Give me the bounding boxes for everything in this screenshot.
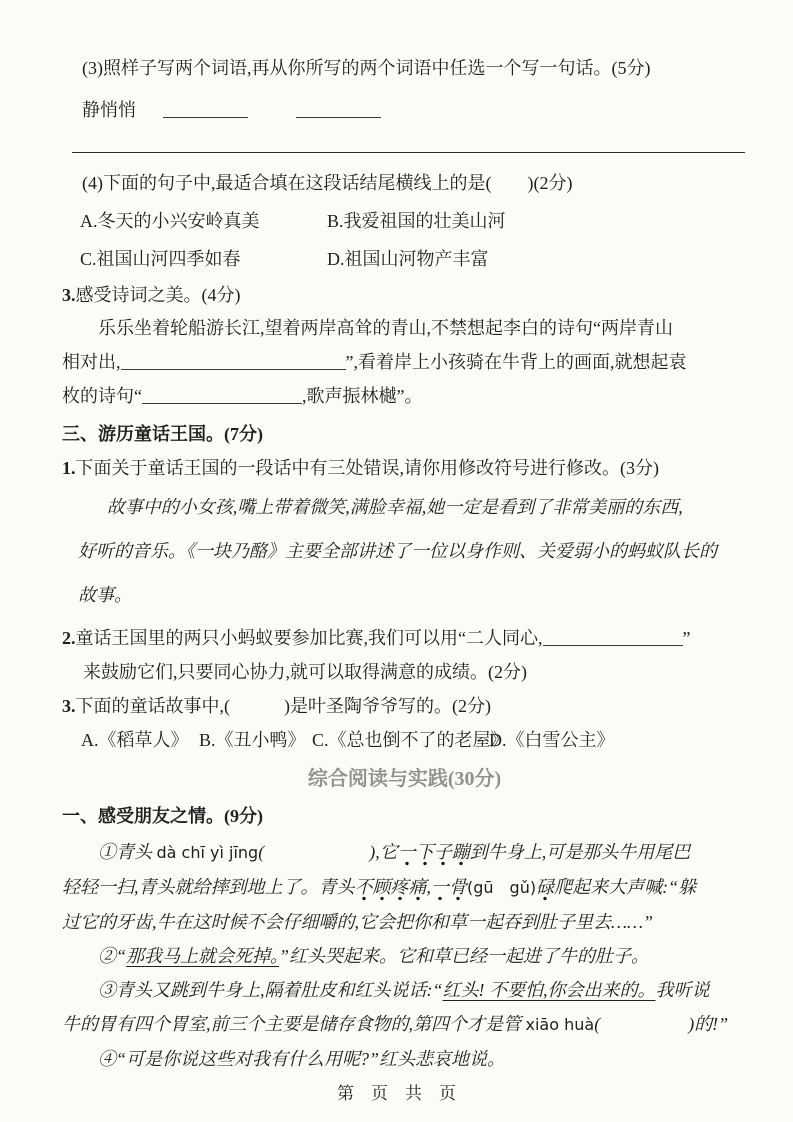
option-c[interactable]: C.祖国山河四季如春 <box>80 249 241 269</box>
answer-blank[interactable] <box>543 631 683 646</box>
emphasized-text: 碌 <box>536 877 554 901</box>
page-footer <box>0 1080 793 1108</box>
poem-text: 枚的诗句“ <box>62 386 142 406</box>
reading-heading-text: 一、感受朋友之情。(9分) <box>62 806 263 826</box>
question-2-4 <box>82 169 747 197</box>
option-c[interactable]: C.《总也倒不了的老屋》 <box>312 730 509 750</box>
correction-passage-line <box>78 573 747 617</box>
passage-text: ④“可是你说这些对我有什么用呢?”红头悲哀地说。 <box>98 1049 506 1069</box>
poem-text: 乐乐坐着轮船游长江,望着两岸高耸的青山,不禁想起李白的诗句“两岸青山 <box>98 318 673 338</box>
page-number-footer-text: 第 页 共 页 <box>337 1084 456 1103</box>
passage-text: 我听说 <box>655 980 710 1000</box>
passage-text: )的!” <box>688 1014 729 1034</box>
passage-text: ),它 <box>369 842 398 862</box>
passage-text: ”红头哭起来。它和草已经一起进了牛的肚子。 <box>279 946 650 966</box>
underlined-text: 那我马上就会死掉。 <box>126 946 280 966</box>
q2-text: ” <box>682 628 691 648</box>
q2-text: 童话王国里的两只小蚂蚁要参加比赛,我们可以用“二人同心, <box>75 628 543 648</box>
passage-text: 故事中的小女孩,嘴上带着微笑,满脸幸福,她一定是看到了非常美丽的东西, <box>106 497 683 517</box>
emphasized-text: 不顾疼痛 <box>355 877 427 901</box>
question-poetry-title <box>62 281 747 309</box>
passage-text: ①青头 <box>98 842 157 862</box>
question-2-4-options-row-2 <box>80 245 747 273</box>
section-three-heading-text: 三、游历童话王国。(7分) <box>62 424 263 444</box>
poem-line <box>62 379 747 413</box>
passage-text: 好听的音乐。《一块乃酪》主要全部讲述了一位以身作则、关爱弱小的蚂蚁队长的 <box>78 541 717 561</box>
question-2-3 <box>82 54 747 82</box>
passage-text: 故事。 <box>78 585 132 605</box>
passage-text: 到牛身上,可是那头牛用尾巴 <box>469 842 691 862</box>
item-title: 感受诗词之美。(4分) <box>75 285 241 305</box>
correction-passage-line <box>78 529 747 573</box>
question-2-4-options-row-1 <box>80 207 747 235</box>
option-b[interactable]: B.《丑小鸭》 <box>199 730 306 750</box>
q2-line <box>83 655 747 689</box>
underlined-text: 红头! 不要怕,你会出来的。 <box>442 980 656 1000</box>
q2-text: 来鼓励它们,只要同心协力,就可以取得满意的成绩。(2分) <box>83 662 527 682</box>
passage-text: 过它的牙齿,牛在这时候不会仔细嚼的,它会把你和草一起吞到肚子里去……” <box>62 912 654 932</box>
example-word: 静悄悄 <box>82 100 136 120</box>
parenthetical-answer-space[interactable] <box>264 850 369 858</box>
passage-text: ( <box>258 842 265 862</box>
correction-passage-line <box>78 485 747 529</box>
poem-text: ”,看着岸上小孩骑在牛背上的画面,就想起袁 <box>345 352 687 372</box>
pinyin-text: dà chī yì jīng <box>156 843 259 862</box>
reading-section-title <box>62 763 747 795</box>
poem-line <box>62 311 747 345</box>
option-d[interactable]: D.《白雪公主》 <box>489 730 615 750</box>
q1-text: 下面关于童话王国的一段话中有三处错误,请你用修改符号进行修改。(3分) <box>75 458 659 478</box>
answer-blank[interactable] <box>296 103 381 118</box>
poem-line <box>62 345 747 379</box>
passage-p1-line2 <box>62 870 747 905</box>
option-a[interactable]: A.《稻草人》 <box>81 730 189 750</box>
item-number: 2. <box>62 628 76 648</box>
passage-text: , <box>426 877 431 897</box>
answer-blank[interactable] <box>163 103 248 118</box>
option-d[interactable]: D.祖国山河物产丰富 <box>327 249 489 269</box>
section-three-q2 <box>62 621 747 689</box>
fairy-tale-options-row <box>81 725 747 755</box>
option-a[interactable]: A.冬天的小兴安岭真美 <box>80 211 260 231</box>
item-number: 3. <box>62 696 76 716</box>
paragraph-ending-blank-line[interactable] <box>72 152 745 153</box>
passage-text: 轻轻一扫,青头就给摔到地上了。青头 <box>62 877 355 897</box>
passage-p2 <box>62 939 747 973</box>
passage-text: ②“ <box>98 946 127 966</box>
reading-passage <box>62 835 747 1076</box>
poem-text: 相对出, <box>62 352 121 372</box>
passage-text: 爬起来大声喊:“躲 <box>554 877 697 897</box>
reading-section-title-text: 综合阅读与实践(30分) <box>307 768 502 790</box>
question-2-4-label: (4)下面的句子中,最适合填在这段话结尾横线上的是( )(2分) <box>82 173 573 193</box>
reading-heading <box>62 801 747 831</box>
passage-text: 牛的胃有四个胃室,前三个主要是储存食物的,第四个才是管 <box>62 1014 526 1034</box>
correction-passage[interactable] <box>78 485 747 617</box>
option-b[interactable]: B.我爱祖国的壮美山河 <box>327 211 506 231</box>
poem-text: ,歌声振林樾”。 <box>302 386 423 406</box>
passage-p3-line1 <box>62 973 747 1007</box>
parenthetical-answer-space[interactable] <box>600 1022 688 1030</box>
passage-p1-line3 <box>62 905 747 939</box>
q2-line <box>62 621 747 655</box>
q3-text: 下面的童话故事中,( )是叶圣陶爷爷写的。(2分) <box>75 696 491 716</box>
passage-p4 <box>62 1042 747 1076</box>
answer-blank[interactable] <box>142 389 302 404</box>
section-three-q1 <box>62 453 747 483</box>
poetry-fill-in-paragraph <box>62 311 747 413</box>
passage-text: ( <box>594 1014 601 1034</box>
passage-text: ③青头又跳到牛身上,隔着肚皮和红头说话:“ <box>98 980 443 1000</box>
item-number: 3. <box>62 285 76 305</box>
pinyin-text: (gū gǔ) <box>467 878 537 897</box>
answer-blank[interactable] <box>121 355 346 370</box>
passage-p3-line2 <box>62 1007 747 1042</box>
question-2-3-label: (3)照样子写两个词语,再从你所写的两个词语中任选一个写一句话。(5分) <box>82 58 651 78</box>
question-2-3-answer-row <box>82 96 747 124</box>
section-three-heading <box>62 419 747 449</box>
pinyin-text: xiāo huà <box>525 1015 595 1034</box>
emphasized-text: 一下子蹦 <box>398 842 470 866</box>
item-number: 1. <box>62 458 76 478</box>
passage-p1-line1 <box>62 835 747 870</box>
section-three-q3 <box>62 691 747 721</box>
emphasized-text: 一骨 <box>431 877 467 901</box>
